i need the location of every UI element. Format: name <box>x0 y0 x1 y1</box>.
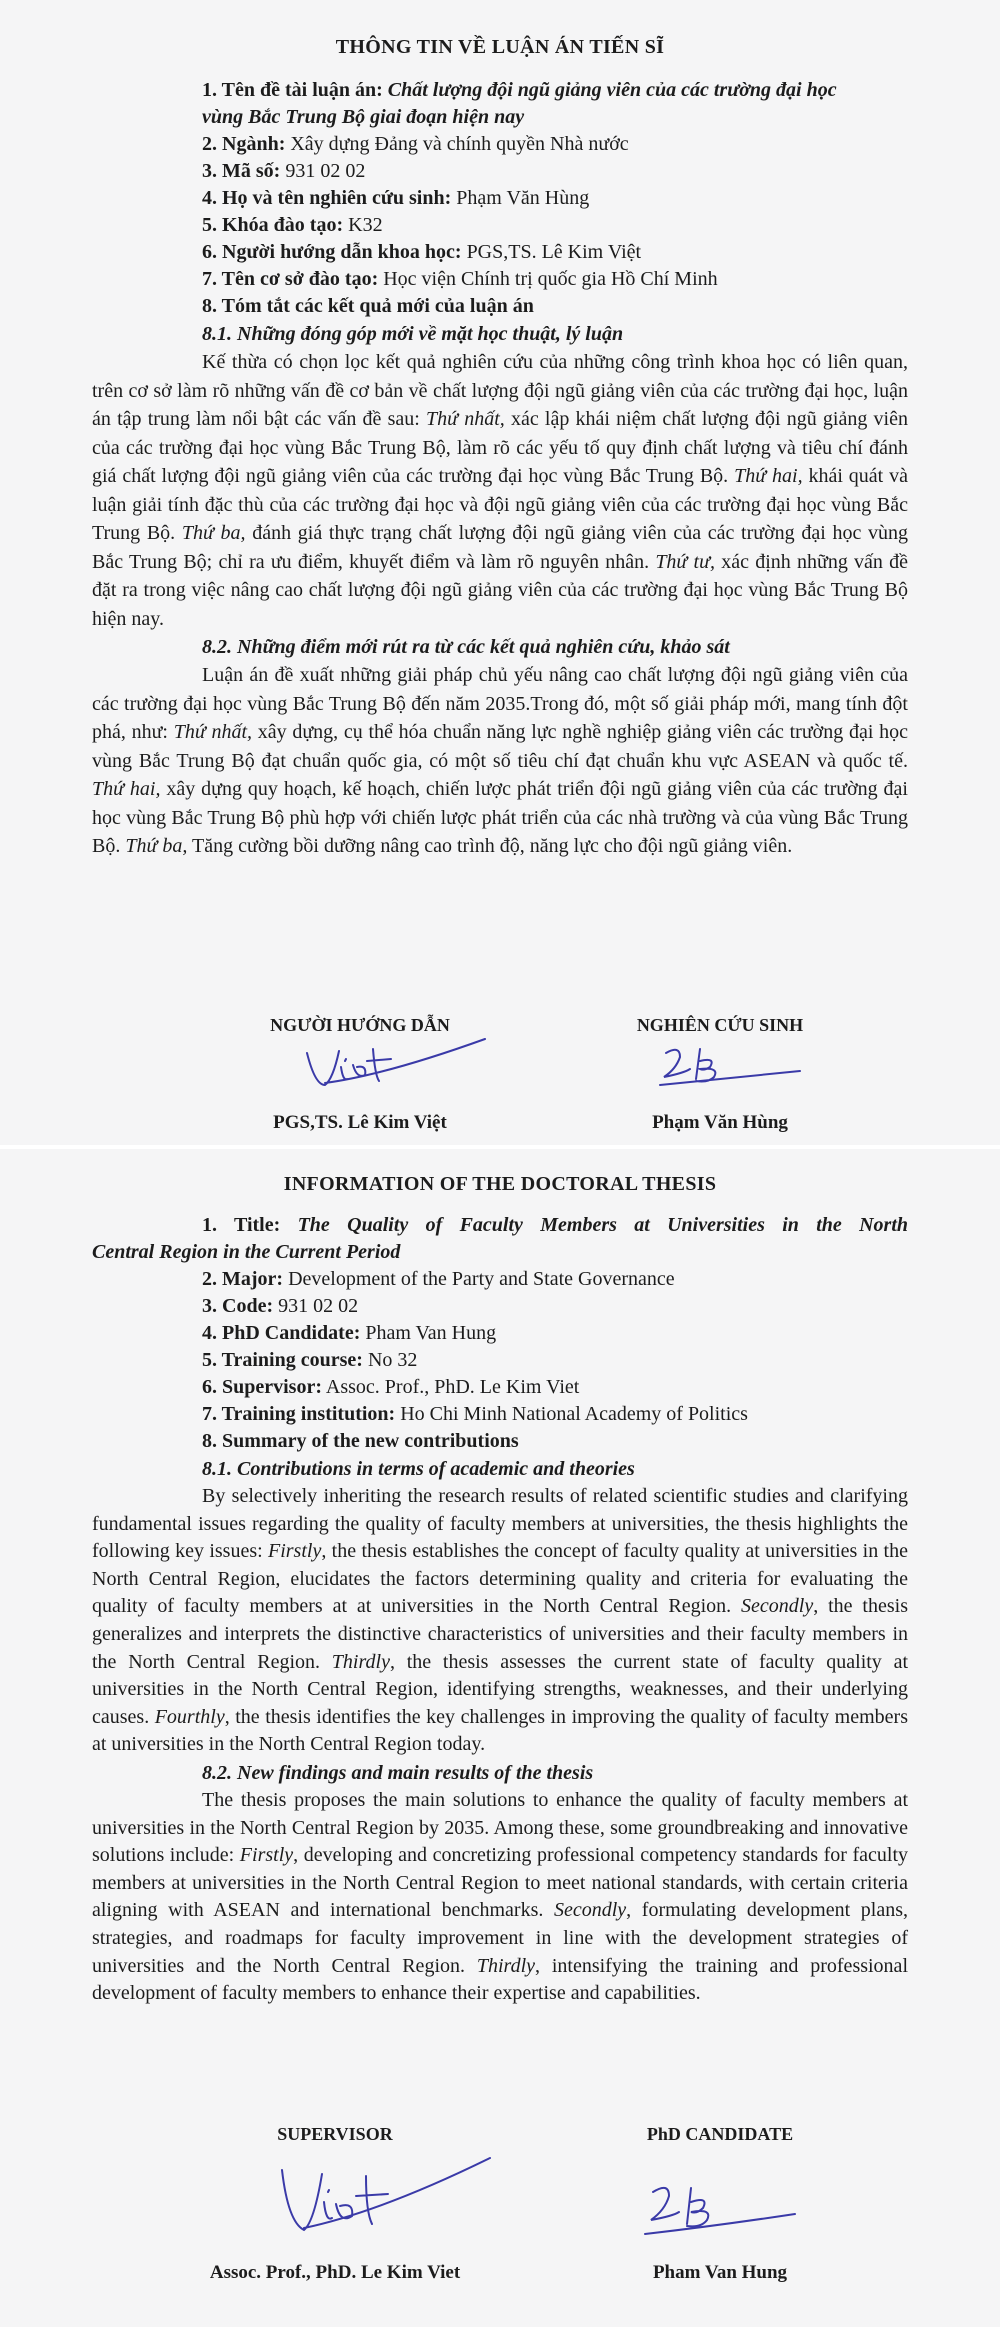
section-8-1-paragraph <box>92 348 908 633</box>
para-text: , the thesis identifies the key challenges in improving the quality of faculty members at universities in the North Central Region today. <box>92 1705 908 1756</box>
institution-label: 7. Tên cơ sở đào tạo: <box>202 268 379 290</box>
candidate-label: 4. Họ và tên nghiên cứu sinh: <box>202 187 452 209</box>
supervisor-signature <box>295 1035 495 1095</box>
supervisor-signature-block <box>215 1015 505 1140</box>
code-value: 931 02 02 <box>278 1295 359 1317</box>
code-line <box>92 1293 908 1320</box>
course-value: No 32 <box>367 1349 418 1371</box>
thesis-title-value: The Quality of Faculty Members at Universities in the North <box>297 1214 908 1236</box>
section-8-2-heading: 8.2. Những điểm mới rút ra từ các kết quả nghiên cứu, khảo sát <box>202 636 730 658</box>
para-text: xác định những vấn đề đặt ra trong việc nâng cao chất lượng đội ngũ giảng viên của các trường đại học vùng Bắc Trung Bộ hiện nay. <box>92 550 909 630</box>
supervisor-role: NGƯỜI HƯỚNG DẪN <box>270 1015 450 1035</box>
para-text: xây dựng, cụ thể hóa chuẩn năng lực nghề nghiệp giảng viên các trường đại học vùng Bắc Trung Bộ đạt chuẩn quốc gia, có một số tiêu chí đạt chuẩn khu vực ASEAN và quốc tế. <box>92 721 908 772</box>
vietnamese-thesis-info-page <box>0 0 1000 1145</box>
para-text: , the thesis assesses the current state of faculty quality at universities in the North Central Region, identifying strengths, weaknesses, and their underlying causes. <box>92 1650 909 1728</box>
major-label: 2. Ngành: <box>202 133 286 155</box>
institution-line <box>92 266 908 293</box>
thesis-title-line-2 <box>92 104 908 131</box>
para-keyword: Secondly <box>553 1899 627 1922</box>
supervisor-line <box>92 239 908 266</box>
section-8-2-paragraph <box>92 1787 908 2008</box>
thesis-title-line-2 <box>92 1239 908 1266</box>
para-text: đánh giá thực trạng chất lượng đội ngũ giảng viên của các trường đại học vùng Bắc Trung Bộ; chỉ ra ưu điểm, khuyết điểm và làm rõ nguyên nhân. <box>92 522 908 573</box>
supervisor-label: 6. Supervisor: <box>202 1376 322 1398</box>
institution-value: Ho Chi Minh National Academy of Politics <box>400 1403 748 1425</box>
page-title: THÔNG TIN VỀ LUẬN ÁN TIẾN SĨ <box>335 36 665 58</box>
candidate-role: NGHIÊN CỨU SINH <box>636 1015 804 1035</box>
para-text: Tăng cường bồi dưỡng nâng cao trình độ, năng lực cho đội ngũ giảng viên. <box>187 835 793 857</box>
english-thesis-info-page <box>0 1149 1000 2327</box>
code-label: 3. Mã số: <box>202 160 281 182</box>
para-keyword: Thứ hai, <box>92 778 161 800</box>
page-title: INFORMATION OF THE DOCTORAL THESIS <box>283 1173 717 1195</box>
section-8-1-paragraph <box>92 1483 908 1759</box>
supervisor-signature <box>270 2152 500 2247</box>
thesis-title-value-cont: Central Region in the Current Period <box>92 1241 401 1263</box>
major-value: Xây dựng Đảng và chính quyền Nhà nước <box>290 133 629 155</box>
institution-value: Học viện Chính trị quốc gia Hồ Chí Minh <box>383 268 718 290</box>
supervisor-role: SUPERVISOR <box>277 2124 393 2144</box>
course-label: 5. Khóa đào tạo: <box>202 214 344 236</box>
supervisor-line <box>92 1374 908 1401</box>
para-keyword: Thứ ba, <box>125 835 188 857</box>
candidate-line <box>92 185 908 212</box>
candidate-signature-block <box>605 2124 835 2314</box>
candidate-line <box>92 1320 908 1347</box>
major-value: Development of the Party and State Governance <box>288 1268 675 1290</box>
section-8-1-heading: 8.1. Những đóng góp mới về mặt học thuật, lý luận <box>202 323 624 345</box>
code-value: 931 02 02 <box>285 160 366 182</box>
thesis-title-value: Chất lượng đội ngũ giảng viên của các trường đại học <box>387 79 837 101</box>
para-text: , formulating development plans, strategies, and roadmaps for faculty improvement in line with the development strategies of universities and the North Central Region. <box>92 1899 908 1977</box>
candidate-name: Phạm Văn Hùng <box>652 1112 788 1133</box>
para-keyword: Secondly <box>741 1595 814 1618</box>
major-line <box>92 131 908 158</box>
para-text: Kế thừa có chọn lọc kết quả nghiên cứu của những công trình khoa học có liên quan, trên cơ sở làm rõ những vấn đề cơ bản về chất lượng đội ngũ giảng viên của các trường đại học, luận án tập trung làm nổi bật các vấn đề sau: <box>92 351 908 430</box>
thesis-title-line <box>92 77 908 104</box>
thesis-title-label: 1. Tên đề tài luận án: <box>202 79 383 101</box>
para-keyword: Thứ ba, <box>181 522 246 544</box>
para-text: , intensifying the training and professional development of faculty members to enhance their expertise and capabilities. <box>92 1954 908 2005</box>
candidate-name: Pham Van Hung <box>652 2262 788 2283</box>
course-line <box>92 1347 908 1374</box>
supervisor-value: PGS,TS. Lê Kim Việt <box>466 241 642 263</box>
course-value: K32 <box>348 214 383 236</box>
section-8-2-paragraph <box>92 661 908 861</box>
para-text: The thesis proposes the main solutions to enhance the quality of faculty members at universities in the North Central Region by 2035. Among these, some groundbreaking and innovative solutions include: <box>92 1788 908 1867</box>
supervisor-value: Assoc. Prof., PhD. Le Kim Viet <box>325 1376 580 1398</box>
para-text: By selectively inheriting the research results of related scientific studies and clarifying fundamental issues regarding the quality of faculty members at universities, the thesis highlights the following key issues: <box>92 1485 908 1563</box>
para-keyword: Thứ nhất, <box>426 408 505 430</box>
para-text: , the thesis establishes the concept of faculty quality at universities in the North Central Region, elucidates the factors determining quality and criteria for evaluating the quality of faculty members at at universities in the North Central Region. <box>92 1540 908 1618</box>
candidate-label: 4. PhD Candidate: <box>202 1322 361 1344</box>
para-text: khái quát và luận giải tính đặc thù của các trường đại học và đội ngũ giảng viên của các trường đại học vùng Bắc Trung Bộ. <box>92 465 909 544</box>
section-8-1-heading: 8.1. Contributions in terms of academic and theories <box>202 1458 635 1480</box>
para-text: , the thesis generalizes and interprets the distinctive characteristics of universities and their faculty members in the North Central Region. <box>92 1595 908 1673</box>
para-keyword: Thirdly <box>476 1954 535 1977</box>
candidate-signature-block <box>610 1015 830 1140</box>
candidate-signature <box>650 1039 810 1099</box>
candidate-signature <box>635 2174 805 2249</box>
para-text: xác lập khái niệm chất lượng đội ngũ giảng viên của các trường đại học vùng Bắc Trung Bộ, làm rõ các yếu tố quy định chất lượng và tiêu chí đánh giá chất lượng đội ngũ giảng viên của các trường đại học vùng Bắc Trung Bộ. <box>92 408 908 487</box>
para-keyword: Fourthly <box>154 1705 225 1728</box>
supervisor-signature-block <box>170 2124 500 2314</box>
institution-line <box>92 1401 908 1428</box>
para-keyword: Firstly <box>239 1844 294 1867</box>
para-text: xây dựng quy hoạch, kế hoạch, chiến lược phát triển đội ngũ giảng viên của các trường đại học vùng Bắc Trung Bộ phù hợp với chiến lược phát triển của các nhà trường và của vùng Bắc Trung Bộ. <box>92 778 908 857</box>
para-keyword: Thứ tư, <box>655 550 716 573</box>
thesis-title-label: 1. Title: <box>202 1214 281 1236</box>
thesis-title-value-cont: vùng Bắc Trung Bộ giai đoạn hiện nay <box>202 106 525 128</box>
para-text: , developing and concretizing professional competency standards for faculty members at universities in the North Central Region to meet national standards, with certain criteria aligning with ASEAN and international benchmarks. <box>92 1844 908 1922</box>
code-label: 3. Code: <box>202 1295 274 1317</box>
candidate-role: PhD CANDIDATE <box>646 2124 794 2144</box>
major-line <box>92 1266 908 1293</box>
candidate-value: Pham Van Hung <box>365 1322 497 1344</box>
summary-heading: 8. Summary of the new contributions <box>202 1430 519 1452</box>
candidate-value: Phạm Văn Hùng <box>456 187 590 209</box>
para-keyword: Thirdly <box>331 1650 390 1673</box>
code-line <box>92 158 908 185</box>
major-label: 2. Major: <box>202 1268 284 1290</box>
para-text: Luận án đề xuất những giải pháp chủ yếu nâng cao chất lượng đội ngũ giảng viên của các trường đại học vùng Bắc Trung Bộ đến năm 2035.Trong đó, một số giải pháp mới, mang tính đột phá, như: <box>92 664 908 743</box>
thesis-title-line <box>92 1212 908 1239</box>
para-keyword: Thứ nhất, <box>173 721 253 743</box>
para-keyword: Thứ hai, <box>734 465 803 487</box>
supervisor-name: PGS,TS. Lê Kim Việt <box>273 1112 447 1133</box>
section-8-2-heading: 8.2. New findings and main results of the thesis <box>202 1761 594 1784</box>
supervisor-name: Assoc. Prof., PhD. Le Kim Viet <box>209 2262 461 2283</box>
institution-label: 7. Training institution: <box>202 1403 396 1425</box>
course-line <box>92 212 908 239</box>
summary-heading: 8. Tóm tắt các kết quả mới của luận án <box>202 295 534 317</box>
supervisor-label: 6. Người hướng dẫn khoa học: <box>202 241 462 263</box>
course-label: 5. Training course: <box>202 1349 363 1371</box>
para-keyword: Firstly <box>268 1540 322 1563</box>
